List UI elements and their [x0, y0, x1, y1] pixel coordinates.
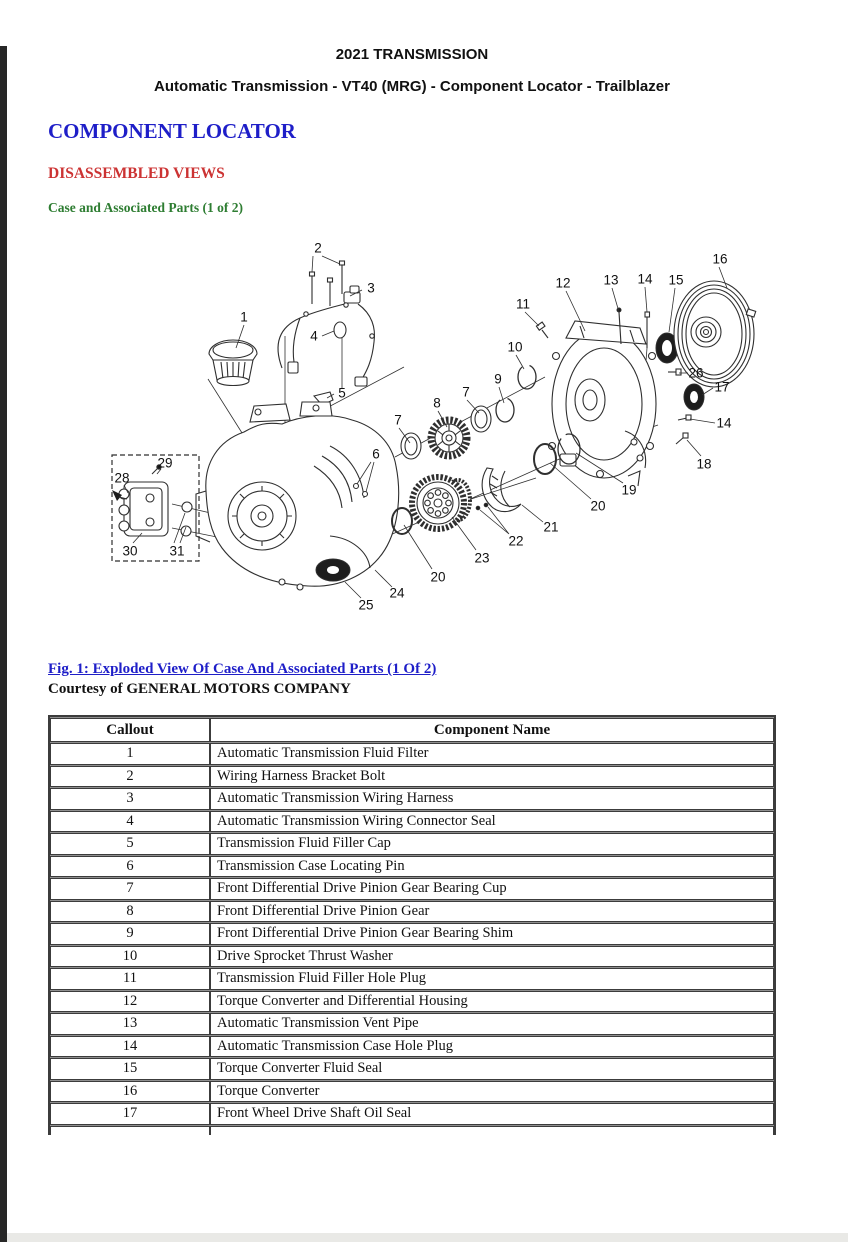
callout-label-29: 29 [157, 455, 173, 471]
callout-cell: 7 [50, 878, 210, 900]
callout-label-20: 20 [430, 569, 446, 585]
table-row [50, 878, 774, 900]
callout-label-7: 7 [462, 384, 470, 400]
part-thrust-washer [518, 365, 536, 389]
callout-label-14: 14 [716, 415, 732, 431]
part-transmission-case [196, 402, 399, 590]
component-name-cell: Drive Sprocket Thrust Washer [210, 946, 774, 968]
subsection-heading: DISASSEMBLED VIEWS [48, 165, 225, 182]
part-case-hole-plug [676, 415, 691, 444]
figure-group-heading: Case and Associated Parts (1 of 2) [48, 200, 243, 215]
viewer-edge-strip [0, 46, 7, 1242]
callout-label-15: 15 [668, 272, 684, 288]
part-bolt-26 [668, 369, 681, 375]
callout-label-6: 6 [372, 446, 380, 462]
table-row [50, 923, 774, 945]
table-row [50, 766, 774, 788]
callout-label-13: 13 [603, 272, 619, 288]
part-converter-housing [549, 321, 657, 486]
figure-caption-link[interactable]: Fig. 1: Exploded View Of Case And Associated Parts (1 Of 2) [48, 661, 437, 677]
exploded-diagram [0, 226, 848, 626]
component-name-cell: Automatic Transmission Fluid Filter [210, 743, 774, 765]
callout-label-21: 21 [543, 519, 559, 535]
table-row [50, 743, 774, 765]
document-page [0, 46, 848, 216]
callout-label-8: 8 [433, 395, 441, 411]
part-baffle-bolt [484, 503, 488, 507]
table-row [50, 1013, 774, 1035]
document-title: 2021 TRANSMISSION [335, 46, 489, 63]
component-name-cell: Automatic Transmission Vent Pipe [210, 1013, 774, 1035]
callout-cell [50, 1126, 210, 1136]
part-locating-pin [363, 492, 368, 497]
part-locating-pin [354, 484, 359, 489]
component-table [48, 715, 776, 1135]
component-name-cell: Torque Converter and Differential Housing [210, 991, 774, 1013]
callout-label-3: 3 [367, 280, 375, 296]
component-name-cell: Automatic Transmission Case Hole Plug [210, 1036, 774, 1058]
component-name-cell: Front Differential Drive Pinion Gear [210, 901, 774, 923]
callout-label-17: 17 [714, 379, 730, 395]
component-table-container [48, 715, 776, 1135]
callout-label-28: 28 [114, 470, 130, 486]
callout-label-22: 22 [508, 533, 524, 549]
part-fluid-baffle [468, 468, 536, 512]
figure-caption [48, 660, 776, 698]
part-differential-gear [412, 477, 470, 529]
callout-label-26: 26 [688, 365, 704, 381]
callout-cell: 14 [50, 1036, 210, 1058]
table-row [50, 833, 774, 855]
table-row [50, 811, 774, 833]
component-name-cell: Torque Converter [210, 1081, 774, 1103]
callout-label-5: 5 [338, 385, 346, 401]
component-name-cell: Front Wheel Drive Shaft Oil Seal [210, 1103, 774, 1125]
table-row [50, 1081, 774, 1103]
component-name-cell: Front Differential Drive Pinion Gear Bearing Cup [210, 878, 774, 900]
component-name-cell: Transmission Case Locating Pin [210, 856, 774, 878]
callout-label-4: 4 [310, 328, 318, 344]
part-filler-hole-plug [536, 322, 548, 338]
callout-cell: 15 [50, 1058, 210, 1080]
section-heading: COMPONENT LOCATOR [48, 119, 296, 143]
callout-cell: 16 [50, 1081, 210, 1103]
callout-label-23: 23 [474, 550, 490, 566]
callout-cell: 6 [50, 856, 210, 878]
callout-cell: 5 [50, 833, 210, 855]
callout-label-7: 7 [394, 412, 402, 428]
callout-cell: 11 [50, 968, 210, 990]
table-row [50, 856, 774, 878]
table-row [50, 991, 774, 1013]
part-connector-seal [334, 322, 346, 338]
table-header-row [50, 718, 774, 742]
callout-label-12: 12 [555, 275, 571, 291]
callout-label-10: 10 [507, 339, 523, 355]
callout-label-9: 9 [494, 371, 502, 387]
callout-label-25: 25 [358, 597, 374, 613]
header-callout: Callout [50, 718, 210, 742]
callout-cell: 17 [50, 1103, 210, 1125]
part-bracket-bolts [310, 261, 345, 306]
callout-cell: 4 [50, 811, 210, 833]
part-bearing-shim [496, 365, 536, 422]
callout-label-1: 1 [240, 309, 248, 325]
callout-cell: 3 [50, 788, 210, 810]
table-row-partial [50, 1126, 774, 1136]
callout-cell: 13 [50, 1013, 210, 1035]
table-row [50, 1103, 774, 1125]
table-row [50, 901, 774, 923]
callout-label-19: 19 [621, 482, 637, 498]
component-name-cell: Automatic Transmission Wiring Harness [210, 788, 774, 810]
callout-label-14: 14 [637, 271, 653, 287]
part-torque-converter [674, 281, 756, 387]
callout-label-11: 11 [515, 296, 531, 312]
part-wiring-harness [278, 286, 374, 386]
callout-label-24: 24 [389, 585, 405, 601]
callout-cell: 2 [50, 766, 210, 788]
callout-cell: 8 [50, 901, 210, 923]
callout-cell: 1 [50, 743, 210, 765]
table-row [50, 968, 774, 990]
callout-cell: 12 [50, 991, 210, 1013]
callout-label-31: 31 [169, 543, 185, 559]
callout-label-30: 30 [122, 543, 138, 559]
part-bolt-18 [683, 433, 688, 438]
part-pinion-gear [431, 420, 467, 456]
table-row [50, 788, 774, 810]
part-baffle-bolt [476, 506, 480, 510]
callout-label-20: 20 [590, 498, 606, 514]
callout-cell: 9 [50, 923, 210, 945]
component-name-cell: Torque Converter Fluid Seal [210, 1058, 774, 1080]
callout-label-16: 16 [712, 251, 728, 267]
header-component-name: Component Name [210, 718, 774, 742]
component-name-cell: Front Differential Drive Pinion Gear Bearing Shim [210, 923, 774, 945]
page-footer-band [0, 1233, 848, 1242]
figure-credit: Courtesy of GENERAL MOTORS COMPANY [48, 681, 351, 697]
table-row [50, 946, 774, 968]
component-name-cell: Automatic Transmission Wiring Connector Seal [210, 811, 774, 833]
component-name-cell: Transmission Fluid Filler Hole Plug [210, 968, 774, 990]
component-name-cell: Transmission Fluid Filler Cap [210, 833, 774, 855]
component-name-cell [210, 1126, 774, 1136]
exploded-view-figure [0, 226, 848, 626]
part-shaft-oil-seal [684, 384, 704, 410]
table-row [50, 1058, 774, 1080]
callout-label-2: 2 [314, 240, 322, 256]
table-row [50, 1036, 774, 1058]
component-name-cell: Wiring Harness Bracket Bolt [210, 766, 774, 788]
document-subtitle: Automatic Transmission - VT40 (MRG) - Component Locator - Trailblazer [154, 78, 670, 95]
part-fluid-filter [209, 340, 257, 386]
callout-cell: 10 [50, 946, 210, 968]
callout-label-18: 18 [696, 456, 712, 472]
